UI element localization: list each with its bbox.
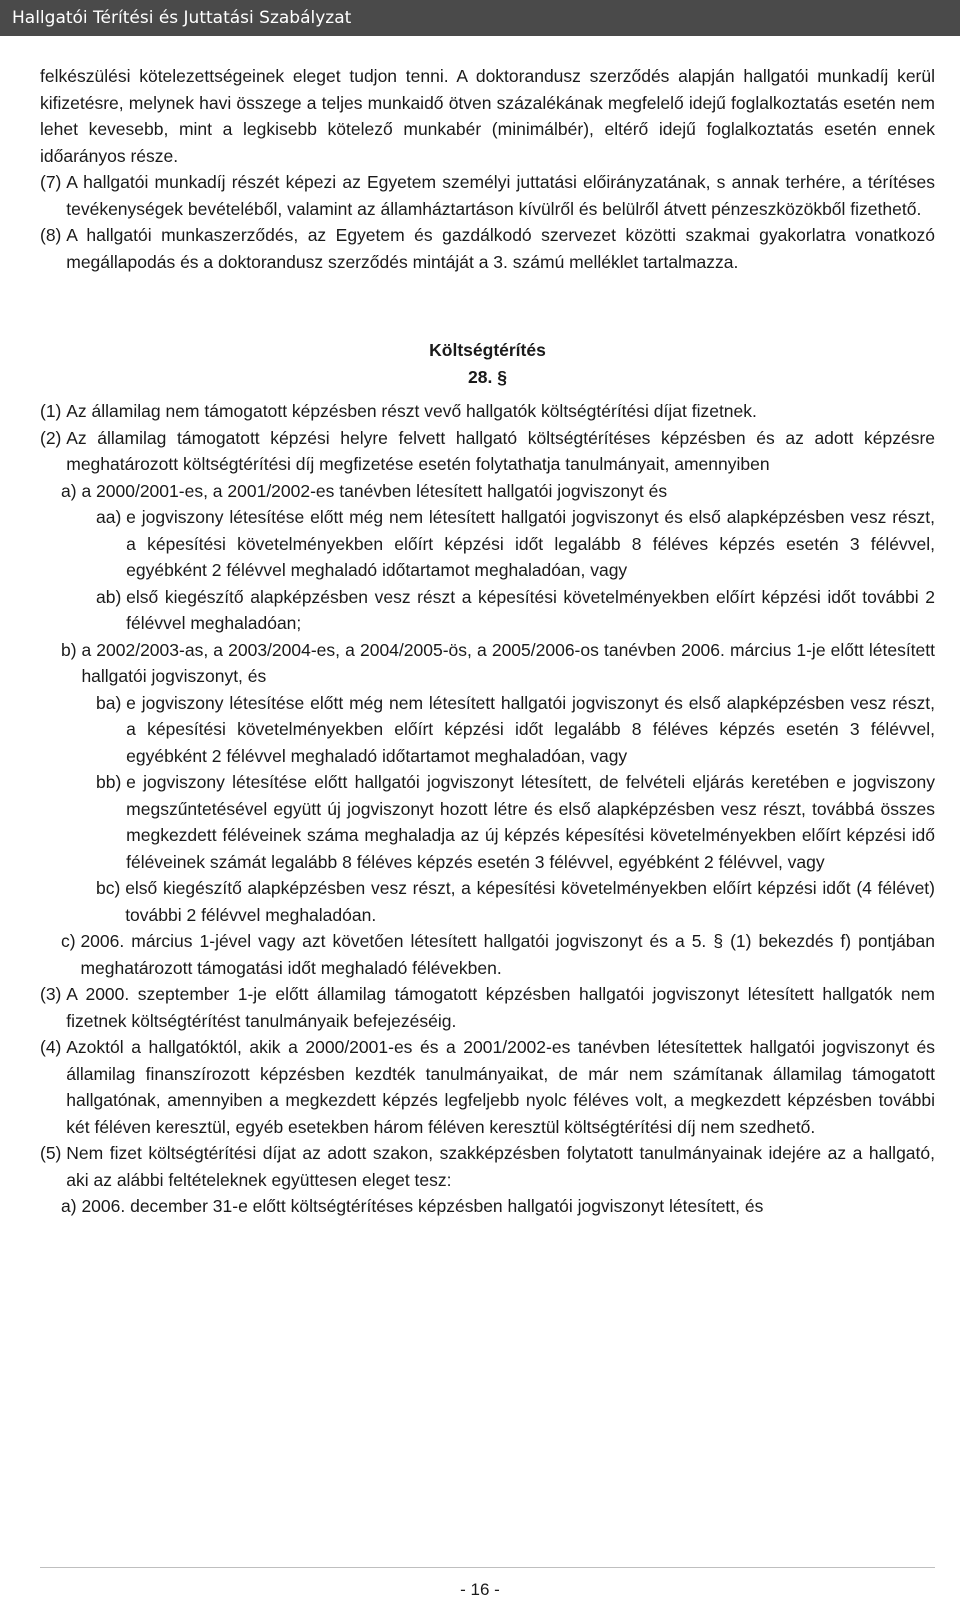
- point-a: [40, 478, 935, 505]
- paragraph-text: Azoktól a hallgatóktól, akik a 2000/2001-es és a 2001/2002-es tanévben létesítettek hallgatói jogviszonyt és államilag finanszírozott képzésben kezdték tanulmányaikat, de már nem számítanak államilag támogatott hallgatónak, amennyiben a megkezdett képzés legfeljebb nyolc féléves volt, a megkezdett képzésben további két féléven keresztül, egyéb esetekben három féléven keresztül költségtérítési díj nem szedhető.: [66, 1037, 935, 1137]
- paragraph-text: Nem fizet költségtérítési díjat az adott szakon, szakképzésben folytatott tanulmányainak idejére az a hallgató, aki az alábbi feltételeknek együttesen eleget tesz:: [66, 1143, 935, 1190]
- point-text: e jogviszony létesítése előtt hallgatói jogviszonyt létesített, de felvételi eljárás keretében e jogviszony megszűntetésével együtt új jogviszonyt hozott létre és első alapképzésben vesz részt, továbbá összes megkezdett féléveinek száma meghaladja az új képzés képesítési követelményekben előírt képzési idő féléveinek számát legalább 8 féléves képzés esetén 3 félévvel, egyébként 2 félévvel, vagy: [126, 772, 935, 872]
- point-bc: [40, 875, 935, 928]
- paragraph-number: (4): [40, 1037, 67, 1057]
- point-label: ab): [96, 586, 127, 607]
- paragraph-7: [40, 169, 935, 222]
- point-text: e jogviszony létesítése előtt még nem létesített hallgatói jogviszonyt és első alapképzésben vesz részt, a képesítési követelményekben előírt képzési időt legalább 8 féléves képzés esetén 3 félévvel, egyébként 2 félévvel meghaladó időtartamot meghaladóan, vagy: [126, 692, 935, 766]
- section-number: 28. §: [468, 366, 507, 387]
- point-ab: [40, 584, 935, 637]
- paragraph-text: A 2000. szeptember 1-je előtt államilag támogatott képzésben hallgatói jogviszonyt létesített hallgatók nem fizetnek költségtérítést tanulmányaik befejezéséig.: [66, 984, 935, 1031]
- point-label: ba): [96, 692, 127, 713]
- paragraph-number: (8): [40, 225, 67, 245]
- paragraph-number: (1): [40, 401, 67, 421]
- section-paragraph-5: [40, 1140, 935, 1193]
- point-label: a): [61, 1196, 82, 1216]
- point-label: c): [61, 931, 81, 951]
- paragraph-number: (3): [40, 984, 67, 1004]
- page-body: [40, 63, 935, 1220]
- section-paragraph-4: [40, 1034, 935, 1140]
- paragraph-number: (7): [40, 172, 67, 192]
- paragraph-text: A hallgatói munkadíj részét képezi az Egyetem személyi juttatási előirányzatának, s annak terhére, a térítéses tevékenységek bevételéből, valamint az államháztartáson kívülről és belülről átvett pénzeszközökből fizethető.: [66, 172, 935, 219]
- paragraph-text: Az államilag támogatott képzési helyre felvett hallgató költségtérítéses képzésben és az adott képzésre meghatározott költségtérítési díj megfizetése esetén folytathatja tanulmányait, amennyiben: [66, 427, 935, 474]
- footer-divider: [40, 1567, 935, 1568]
- section-paragraph-3: [40, 981, 935, 1034]
- point-label: a): [61, 480, 82, 501]
- point-b: [40, 637, 935, 690]
- document-title: Hallgatói Térítési és Juttatási Szabályzat: [12, 8, 352, 28]
- paragraph-text: Az államilag nem támogatott képzésben részt vevő hallgatók költségtérítési díjat fizetnek.: [66, 401, 757, 421]
- paragraph-number: (2): [40, 427, 67, 448]
- point-text: 2006. március 1-jével vagy azt követően létesített hallgatói jogviszonyt és a 5. § (1) bekezdés f) pontjában meghatározott támogatási időt meghaladó félévekben.: [80, 931, 935, 978]
- paragraph-8: [40, 222, 935, 275]
- point-ba: [40, 690, 935, 770]
- point-bb: [40, 769, 935, 875]
- point-label: b): [61, 639, 82, 660]
- point-text: első kiegészítő alapképzésben vesz részt, a képesítési követelményekben előírt képzési időt (4 félévet) további 2 félévvel meghaladóan.: [125, 878, 935, 925]
- point-a-5: [40, 1193, 935, 1220]
- point-label: bc): [96, 878, 126, 898]
- point-text: a 2000/2001-es, a 2001/2002-es tanévben létesített hallgatói jogviszonyt és: [81, 480, 668, 501]
- point-c: [40, 928, 935, 981]
- paragraph-text: A hallgatói munkaszerződés, az Egyetem és gazdálkodó szervezet közötti szakmai gyakorlatra vonatkozó megállapodás és a doktorandusz szerződés mintáját a 3. számú melléklet tartalmazza.: [66, 225, 935, 272]
- point-text: első kiegészítő alapképzésben vesz részt a képesítési követelményekben előírt képzési időt további 2 félévvel meghaladóan;: [126, 586, 935, 633]
- continuation-paragraph: felkészülési kötelezettségeinek eleget tudjon tenni. A doktorandusz szerződés alapján hallgatói munkadíj kerül kifizetésre, melynek havi összege a teljes munkaidő ötven százalékának megfelelő idejű foglalkoztatás esetén nem lehet kevesebb, mint a legkisebb kötelező munkabér (minimálbér), eltérő idejű foglalkoztatás esetén ennek időarányos része.: [40, 66, 935, 166]
- section-paragraph-2: [40, 425, 935, 478]
- point-text: 2006. december 31-e előtt költségtérítéses képzésben hallgatói jogviszonyt létesített, és: [81, 1196, 764, 1216]
- paragraph-number: (5): [40, 1143, 67, 1163]
- point-aa: [40, 504, 935, 584]
- section-title: Költségtérítés: [429, 340, 546, 360]
- document-header: [0, 0, 960, 36]
- page-number: - 16 -: [460, 1580, 500, 1599]
- point-text: e jogviszony létesítése előtt még nem létesített hallgatói jogviszonyt és első alapképzésben vesz részt, a képesítési követelményekben előírt képzési időt legalább 8 féléves képzés esetén 3 félévvel, egyébként 2 félévvel meghaladó időtartamot meghaladóan, vagy: [126, 507, 935, 580]
- point-label: aa): [96, 507, 127, 527]
- point-label: bb): [96, 772, 127, 792]
- point-text: a 2002/2003-as, a 2003/2004-es, a 2004/2005-ös, a 2005/2006-os tanévben 2006. március 1-je előtt létesített hallgatói jogviszonyt, és: [81, 639, 935, 686]
- section-paragraph-1: [40, 398, 935, 425]
